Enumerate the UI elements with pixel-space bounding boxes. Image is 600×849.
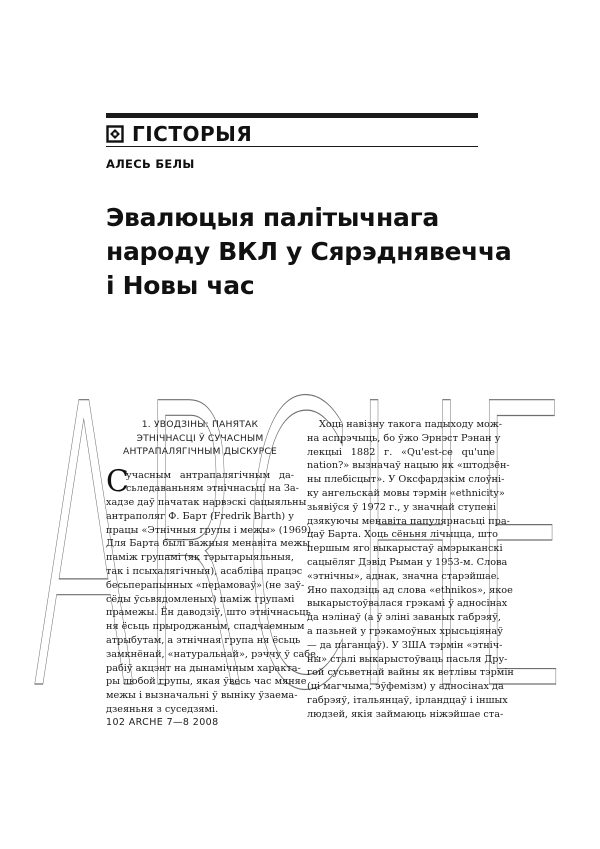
right-column — [307, 418, 514, 722]
text-line: Для Барта былі важныя менавіта межы — [106, 538, 311, 550]
text-line: атрыбутам, а этнічная група ня ёсьць — [106, 635, 301, 647]
subheading-line: 1. УВОДЗІНЫ: ПАНЯТАК — [141, 419, 259, 430]
text-line: сёды ўсьвядомленых) паміж групамі — [106, 593, 295, 605]
text-line: бесьперапынных «перамоваў» (не заў- — [106, 579, 305, 591]
ornament-icon — [106, 125, 124, 143]
text-line: сьледаваньням этнічнасьці на За- — [126, 483, 299, 495]
text-line: ны плебісцыт». У Оксфардзкім слоўні- — [307, 474, 505, 486]
right-column-text — [307, 418, 514, 722]
text-line: сацыёляг Дэвід Рыман у 1953-м. Слова — [307, 556, 508, 568]
text-line: антраполяг Ф. Барт (Fredrik Barth) у — [106, 510, 294, 522]
text-line: рабіў акцэнт на дынамічным характа- — [106, 662, 301, 674]
text-line: да нэлінаў (а ў эліні заваных габрэяў, — [307, 612, 501, 624]
text-line: ня ёсьць прыроджаным, спадчаемным — [106, 621, 305, 633]
article-title — [106, 201, 512, 303]
text-line: лекцыі 1882 г. «Qu'est-ce qu'une — [307, 446, 495, 458]
text-line: цаў Барта. Хоць сёньня лічыцца, што — [307, 529, 498, 541]
text-line: працы «Этнічныя групы і межы» (1969). — [106, 524, 315, 536]
text-line: (ці магчыма, эўфемізм) у адносінах да — [307, 681, 504, 693]
text-line: учасным антрапалягічным да- С — [106, 463, 294, 499]
text-line: а пазьней у грэкамоўных хрысьціянаў — [307, 625, 503, 637]
title-line: і Новы час — [106, 271, 255, 300]
subheading-line: ЭТНІЧНАСЦІ Ў СУЧАСНЫМ — [136, 432, 264, 444]
text-line: nation?» вызначаў нацыю як «штодзён- — [307, 460, 510, 472]
text-line: паміж групамі (як тэрытарыяльныя, — [106, 552, 294, 564]
text-line: замкнёнай, «натуральнай», рэччу ў сабе, — [106, 648, 319, 660]
text-line: прамежы. Ён даводзіў, што этнічнасьць — [106, 607, 311, 619]
author-name: АЛЕСЬ БЕЛЫ — [106, 157, 195, 171]
section-header — [106, 121, 478, 147]
section-bottom-rule — [106, 146, 478, 147]
text-line: — да паганцаў). У ЗША тэрмін «этніч- — [307, 639, 503, 651]
drop-cap: С — [106, 463, 129, 499]
text-line: зьявіўся ў 1972 г., у значнай ступені — [307, 501, 497, 513]
text-line: «этнічны», аднак, значна старэйшае. — [307, 570, 500, 582]
text-line: межы і вызначальні ў выніку ўзаема- — [106, 690, 298, 702]
text-line: на аспрэчыць, бо ўжо Эрнэст Рэнан у — [307, 432, 501, 444]
text-line: Хоць навізну такога падыходу мож- — [319, 419, 503, 430]
subheading-line: АНТРАПАЛЯГІЧНЫМ ДЫСКУРСЕ — [123, 446, 277, 457]
text-line: людзей, якія займаюць ніжэйшае ста- — [307, 708, 504, 720]
text-line: дзеяньня з суседзямі. — [106, 704, 219, 716]
left-column-text — [106, 463, 319, 717]
watermark-text: ARCHE — [30, 322, 570, 776]
text-line: Яно паходзіць ад слова «ethnikos», якое — [307, 584, 513, 596]
title-line: Эвалюцыя палітычнага — [106, 203, 439, 232]
section-top-rule — [106, 113, 478, 118]
text-line: ны» сталі выкарыстоўваць пасьля Дру- — [307, 653, 508, 665]
text-line: дзякуючы менавіта папулярнасьці пра- — [307, 515, 510, 527]
title-line: народу ВКЛ у Сярэднявечча — [106, 237, 512, 266]
text-line: ку ангельскай мовы тэрмін «ethnicity» — [307, 487, 505, 499]
text-line: выкарыстоўвалася грэкамі ў адносінах — [307, 598, 508, 610]
text-line: першым яго выкарыстаў амэрыканскі — [307, 543, 503, 555]
text-line: так і псыхалягічныя), асабліва працэс — [106, 566, 303, 578]
section-title: ГІСТОРЫЯ — [132, 122, 253, 146]
page-footer: 102 ARCHE 7—8 2008 — [106, 717, 219, 728]
subheading — [106, 418, 294, 459]
text-line: гой сусьветнай вайны як ветлівы тэрмін — [307, 667, 514, 679]
left-column — [106, 418, 319, 717]
text-line: габрэяў, італьянцаў, ірландцаў і іншых — [307, 694, 508, 706]
text-line: хадзе даў пачатак нарвэскі сацыяльны — [106, 497, 307, 509]
text-line: ры любой групы, якая ўвесь час мяняе — [106, 676, 307, 688]
